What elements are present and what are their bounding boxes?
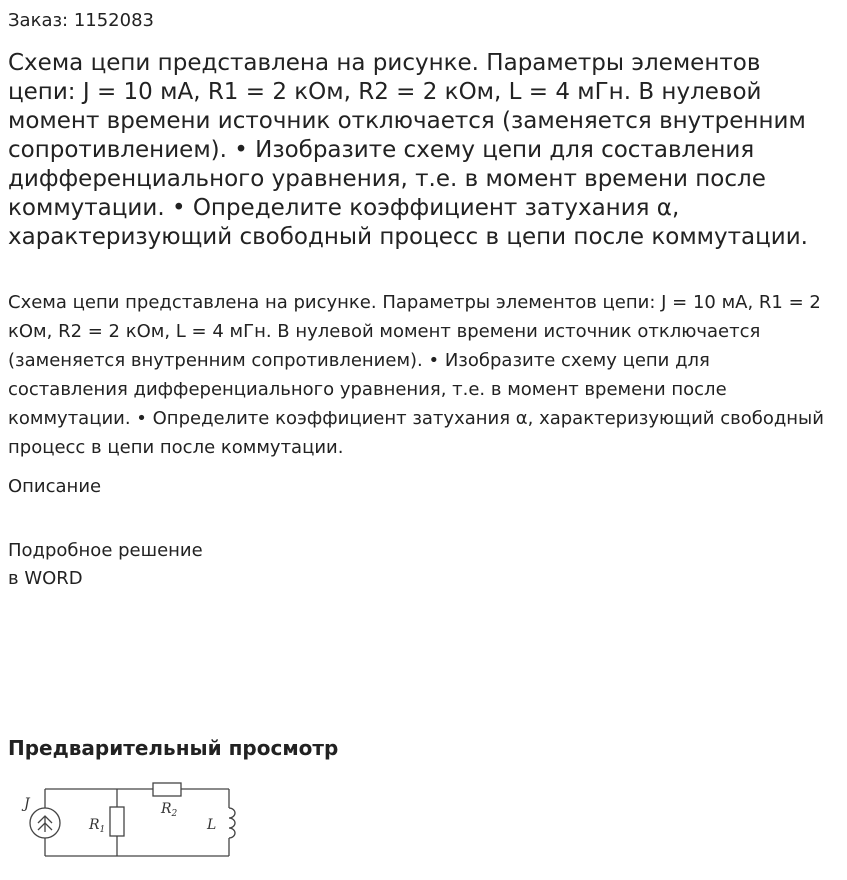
solution-line-2: в WORD xyxy=(8,568,83,589)
task-description: Схема цепи представлена на рисунке. Параметры элементов цепи: J = 10 мА, R1 = 2 кОм, R2 = 2 кОм, L = 4 мГн. В нулевой момент времени источник отключается (заменяется внутренним сопротивлением). • Изобразите схему цепи для составления дифференциального уравнения, т.е. в момент времени после коммутации. • Определите коэффициент затухания α, характеризующий свободный процесс в цепи после коммутации. xyxy=(8,292,824,458)
inductor-coil xyxy=(229,808,235,838)
description-heading: Описание xyxy=(8,476,102,497)
solution-line-1: Подробное решение xyxy=(8,540,203,561)
circuit-diagram xyxy=(13,774,245,866)
task-title: Схема цепи представлена на рисунке. Параметры элементов цепи: J = 10 мА, R1 = 2 кОм, R2 = 2 кОм, L = 4 мГн. В нулевой момент времени источник отключается (заменяется внутренним сопротивлением). • Изобразите схему цепи для составления дифференциального уравнения, т.е. в момент времени после коммутации. • Определите коэффициент затухания α, характеризующий свободный процесс в цепи после коммутации. xyxy=(8,50,808,250)
label-r1: $R_1$ xyxy=(89,817,106,835)
preview-heading: Предварительный просмотр xyxy=(8,736,339,760)
resistor-r2 xyxy=(153,783,181,796)
resistor-r1 xyxy=(110,807,124,836)
solution-format-note xyxy=(8,537,203,593)
label-r2: $R_2$ xyxy=(161,801,178,819)
label-source: J xyxy=(24,796,30,812)
label-inductor: L xyxy=(207,817,217,833)
order-number: Заказ: 1152083 xyxy=(8,10,154,31)
